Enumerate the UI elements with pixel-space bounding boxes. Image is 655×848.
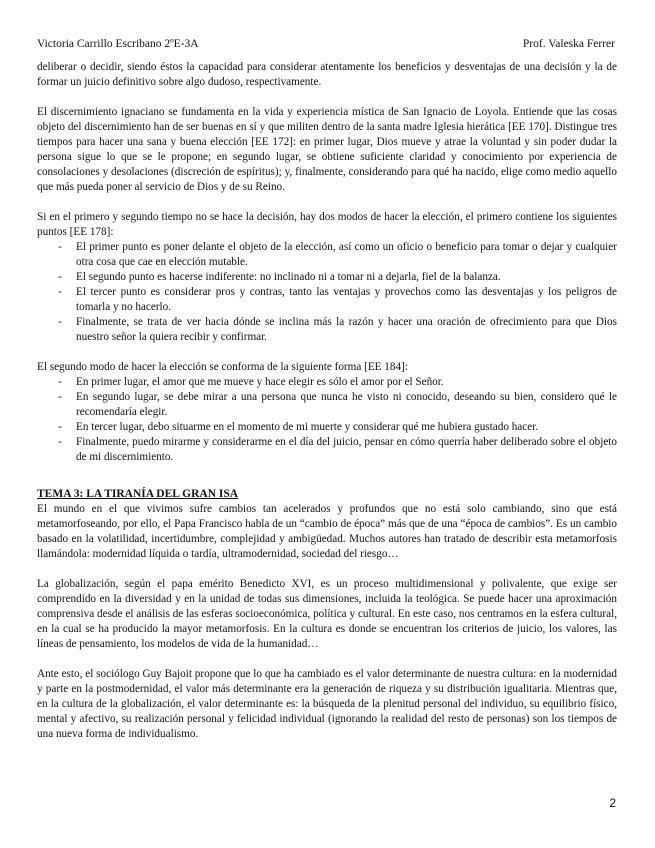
- list-dash: -: [58, 391, 62, 403]
- list-dash: -: [58, 376, 62, 388]
- list-item: - El segundo punto es hacerse indiferente: no inclinado ni a tomar ni a dejarla, fiel de la balanza.: [58, 271, 501, 283]
- section-title: TEMA 3: LA TIRANÍA DEL GRAN ISA: [37, 488, 239, 500]
- author-name: Victoria Carrillo Escribano 2ºE-3A: [37, 38, 199, 50]
- list-dash: -: [58, 271, 62, 283]
- list-item: - En primer lugar, el amor que me mueve y hace elegir es sólo el amor por el Señor.: [58, 376, 444, 388]
- list-dash: -: [58, 241, 62, 253]
- second-mode-list: [37, 375, 617, 465]
- first-mode-list: [37, 240, 617, 345]
- document-body: [37, 60, 617, 757]
- list-item: - El primer punto es poner delante el objeto de la elección, así como un oficio o beneficio para tomar o dejar y cualquier otra cosa que cae en elección mutable.: [58, 241, 617, 268]
- list-item: - En segundo lugar, se debe mirar a una persona que nunca he visto ni conocido, deseando su bien, considero qué le recomendaría elegir.: [58, 391, 617, 418]
- paragraph-change-of-era: El mundo en el que vivimos sufre cambios tan acelerados y profundos que no está solo cambiando, sino que está metamorfoseando, por ello, el Papa Francisco habla de un “cambio de época” más que de una “época de cambios”. Es un cambio basado en la volatilidad, incertidumbre, complejidad y ambigüedad. Muchos autores han tratado de describir esta metamorfosis llamándola: modernidad líquida o tardía, ultramodernidad, sociedad del riesgo…: [37, 503, 617, 560]
- paragraph-bajoit: Ante esto, el sociólogo Guy Bajoit propone que lo que ha cambiado es el valor determinante de nuestra cultura: en la modernidad y parte en la postmodernidad, el valor más determinante era la generación de riqueza y su distribución igualitaria. Mientras que, en la cultura de la globalización, el valor determinante es: la búsqueda de la plenitud personal del individuo, su equilibrio físico, mental y afectivo, su realización personal y felicidad individual (ignorando la realidad del resto de personas) son los tiempos de una nueva forma de individualismo.: [37, 668, 617, 740]
- list-dash: -: [58, 286, 62, 298]
- page-number: 2: [609, 796, 616, 810]
- page-header: [37, 38, 615, 54]
- list-item: - Finalmente, puedo mirarme y considerarme en el día del juicio, pensar en cómo querría haber deliberado sobre el objeto de mi discernimiento.: [58, 436, 617, 463]
- paragraph-second-mode-intro: El segundo modo de hacer la elección se conforma de la siguiente forma [EE 184]:: [37, 361, 408, 373]
- paragraph-globalization: La globalización, según el papa emérito Benedicto XVI, es un proceso multidimensional y polivalente, que exige ser comprendido en la diversidad y en la unidad de todas sus dimensiones, incluida la teológica. Se puede hacer una aproximación comprensiva desde el análisis de las esferas socioeconómica, política y cultural. En este caso, nos centramos en la esfera cultural, en la cual se ha producido la mayor metamorfosis. En la cultura es donde se encuentran los criterios de juicio, los valores, las líneas de pensamiento, los modelos de vida de la humanidad…: [37, 578, 617, 650]
- list-item: - El tercer punto es considerar pros y contras, tanto las ventajas y provechos como las desventajas y los peligros de tomarla y no hacerlo.: [58, 286, 617, 313]
- list-item: - En tercer lugar, debo situarme en el momento de mi muerte y considerar qué me hubiera gustado hacer.: [58, 421, 539, 433]
- list-dash: -: [58, 316, 62, 328]
- teacher-name: Prof. Valeska Ferrer: [522, 38, 615, 50]
- list-dash: -: [58, 421, 62, 433]
- list-dash: -: [58, 436, 62, 448]
- paragraph-first-mode-intro: Si en el primero y segundo tiempo no se hace la decisión, hay dos modos de hacer la elección, el primero contiene los siguientes puntos [EE 178]:: [37, 211, 617, 238]
- list-item: - Finalmente, se trata de ver hacia dónde se inclina más la razón y hacer una oración de ofrecimiento para que Dios nuestro señor la quiera recibir y confirmar.: [58, 316, 617, 343]
- paragraph-continuation: deliberar o decidir, siendo éstos la capacidad para considerar atentamente los beneficios y desventajas de una decisión y la de formar un juicio definitivo sobre algo dudoso, respectivamente.: [37, 61, 617, 88]
- paragraph-discernment: El discernimiento ignaciano se fundamenta en la vida y experiencia mística de San Ignacio de Loyola. Entiende que las cosas objeto del discernimiento han de ser buenas en sí y que militen dentro de la santa madre Iglesia hierática [EE 170]. Distingue tres tiempos para hacer una sana y buena elección [EE 172]: en primer lugar, Dios mueve y atrae la voluntad y sin poder dudar la persona sigue lo que se le propone; en segundo lugar, se obtiene suficiente claridad y conocimiento por experiencia de consolaciones y desolaciones (discreción de espíritus); y, finalmente, considerando para qué ha nacido, elige como medio aquello que más pueda poner al servicio de Dios y de su Reino.: [37, 106, 617, 193]
